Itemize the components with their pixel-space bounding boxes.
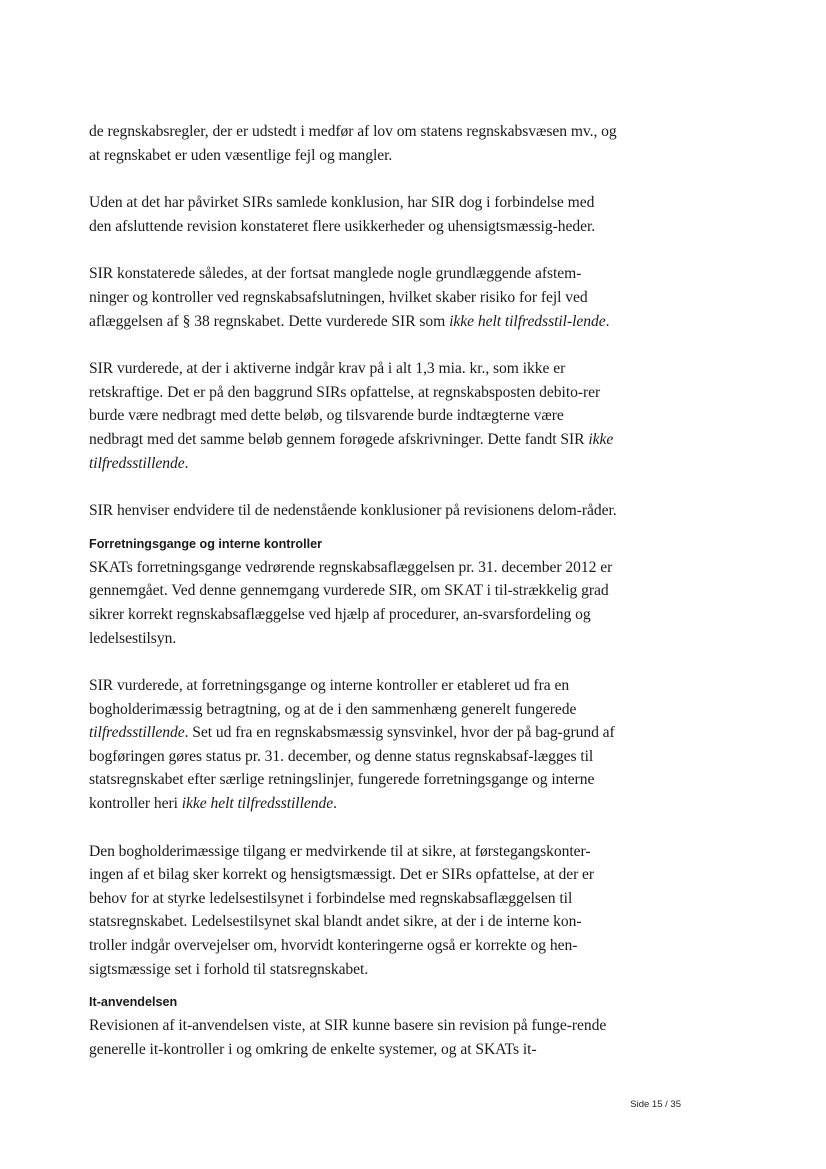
paragraph: SIR vurderede, at forretningsgange og interne kontroller er etableret ud fra en bogholderimæssig betragtning, og at de i den sammenhæng generelt fungerede tilfredsstillende. Set ud fra en regnskabsmæssig synsvinkel, hvor der på bag-grund af bogføringen gøres status pr. 31. december, og denne status regnskabsaf-lægges til statsregnskabet efter særlige retningslinjer, fungerede forretningsgange og interne kontroller heri ikke helt tilfredsstillende. bbox=[89, 677, 615, 813]
emphasis: ikke helt tilfredsstil-lende bbox=[449, 312, 606, 330]
paragraph: Den bogholderimæssige tilgang er medvirkende til at sikre, at førstegangskonter-ingen af et bilag sker korrekt og hensigtsmæssigt. Det er SIRs opfattelse, at der er behov for at styrke ledelsestilsynet i forbindelse med regnskabsaflæggelsen til statsregnskabet. Ledelsestilsynet skal blandt andet sikre, at der i de interne kon-troller indgår overvejelser om, hvorvidt konteringerne også er korrekte og hen-sigtsmæssige set i forhold til statsregnskabet. bbox=[89, 842, 595, 978]
emphasis: ikke tilfredsstillende bbox=[89, 430, 614, 472]
paragraph: Revisionen af it-anvendelsen viste, at SIR kunne basere sin revision på funge-rende generelle it-kontroller i og omkring de enkelte systemer, og at SKATs it- bbox=[89, 1017, 607, 1058]
paragraph: SIR konstaterede således, at der fortsat manglede nogle grundlæggende afstem-ninger og kontroller ved regnskabsafslutningen, hvilket skaber risiko for fejl ved aflæggelsen af § 38 regnskabet. Dette vurderede SIR som ikke helt tilfredsstil-lende. bbox=[89, 265, 610, 330]
emphasis: tilfredsstillende bbox=[89, 724, 185, 742]
emphasis: ikke helt tilfredsstillende bbox=[181, 795, 334, 813]
section-heading: It-anvendelsen bbox=[89, 995, 178, 1010]
paragraph: SKATs forretningsgange vedrørende regnskabsaflæggelsen pr. 31. december 2012 er gennemgået. Ved denne gennemgang vurderede SIR, om SKAT i til-strækkelig grad sikrer korrekt regnskabsaflæggelse ved hjælp af procedurer, an-svarsfordeling og ledelsestilsyn. bbox=[89, 558, 613, 647]
paragraph: de regnskabsregler, der er udstedt i medfør af lov om statens regnskabsvæsen mv., og at regnskabet er uden væsentlige fejl og mangler. bbox=[89, 123, 617, 164]
paragraph: SIR henviser endvidere til de nedenstående konklusioner på revisionens delom-råder. bbox=[89, 502, 617, 520]
paragraph: SIR vurderede, at der i aktiverne indgår krav på i alt 1,3 mia. kr., som ikke er retskraftige. Det er på den baggrund SIRs opfattelse, at regnskabsposten debito-rer burde være nedbragt med dette beløb, og tilsvarende burde indtægterne være nedbragt med det samme beløb gennem forøgede afskrivninger. Dette fandt SIR ikke tilfredsstillende. bbox=[89, 360, 614, 472]
section-heading: Forretningsgange og interne kontroller bbox=[89, 536, 323, 551]
page-number: Side 15 / 35 bbox=[630, 1099, 681, 1110]
document-body bbox=[89, 120, 617, 1061]
paragraph: Uden at det har påvirket SIRs samlede konklusion, har SIR dog i forbindelse med den afsluttende revision konstateret flere usikkerheder og uhensigtsmæssig-heder. bbox=[89, 194, 596, 235]
